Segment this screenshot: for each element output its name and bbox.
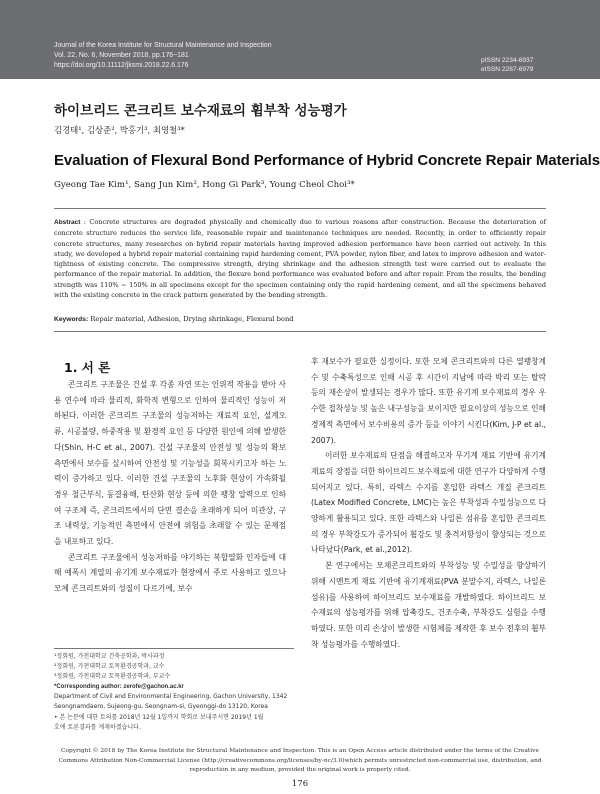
- section-heading-introduction: 1. 서 론: [64, 360, 111, 375]
- abstract-separator: :: [80, 218, 90, 226]
- journal-volume: Vol. 22, No. 6, November 2018, pp.176~181: [54, 52, 189, 59]
- footnote-address-1: Department of Civil and Environmental Engineering, Gachon University, 1342: [54, 693, 288, 701]
- page-number: 176: [291, 779, 309, 789]
- paragraph: 본 연구에서는 모체콘크리트와의 부착성능 및 수밀성을 향상하기 위해 시멘트계 재료 기반에 유기계재료(PVA 분말수지, 라텍스, 나일론 섬유)를 사용하여 하이브리드 보수재료를 개발하였다. 하이브리드 보수재료의 성능평가를 위해 압축강도, 건조수축, 부착강도 실험을 수행하였다. 또한 미리 손상이 발생한 시험체를 제작한 후 보수 전후의 휨부착 성능평가를 수행하였다.: [311, 561, 546, 649]
- paragraph: 후 재보수가 필요한 실정이다. 또한 모체 콘크리트와의 다른 열팽창계수 및 수축특성으로 인해 시공 후 시간이 지남에 따라 박리 또는 탈락 등의 재손상이 발생되는 경우가 많다. 또한 유기계 보수재료의 경우 우수한 접착성능 및 높은 내구성능을 보이지만 필요이상의 성능으로 인해 경제적 측면에서 보수비용의 증가 등을 이야기 시킨다(Kim, J-P et al., 2007).: [311, 357, 546, 445]
- footnote-affiliation-3: ³정회원, 가천대학교 토목환경공학과, 부교수: [54, 673, 171, 681]
- footnote-affiliation-1: ¹정회원, 가천대학교 건축공학과, 박사과정: [54, 653, 165, 660]
- copyright-notice: Copyright © 2018 by The Korea Institute for Structural Maintenance and Inspection. This is an Open Access article distributed under the terms of the Creative Commons Attribution Non-Commercial License (http://creativecommons.org/licenses/by-nc/3.0)which permits unrestricted non-commercial use, distribution, and reproduction in any medium, provided the original work is properly cited.: [58, 748, 542, 774]
- footnotes: [54, 652, 294, 733]
- journal-name: Journal of the Korea Institute for Structural Maintenance and Inspection: [54, 42, 272, 49]
- paper-title-english: Evaluation of Flexural Bond Performance of Hybrid Concrete Repair Materials: [54, 152, 600, 169]
- authors-korean: 김경태¹, 김상준², 박홍기³, 최영철³*: [54, 125, 185, 135]
- divider-bottom: [54, 331, 546, 332]
- journal-doi[interactable]: https://doi.org/10.11112/jksmi.2018.22.6.176: [54, 62, 189, 69]
- journal-info: [54, 41, 272, 71]
- body-column-left: [54, 377, 286, 597]
- pissn: pISSN 2234-6937: [481, 57, 534, 64]
- footnote-divider: [54, 648, 294, 649]
- footnote-discussion-1: • 본 논문에 대한 토의를 2018년 12월 1일까지 학회로 보내주시면 2019년 1월: [54, 713, 264, 721]
- paper-title-korean: 하이브리드 콘크리트 보수재료의 휨부착 성능평가: [54, 103, 347, 119]
- abstract-text: Concrete structures are degraded physically and chemically due to various reasons after construction. Because the deterioration of concrete structure reduces the service life, reasonable repair and maintenance techniques are needed. Recently, in order to efficiently repair concrete structures, many researches on hybrid repair materials having improved adhesion performance have been carried out actively. In this study, we developed a hybrid repair material containing rapid hardening cement, PVA powder, nylon fiber, and latex to improve adhesion and water-tightness of existing concrete. The compressive strength, drying shrinkage and the adhesion strength test were carried out to evaluate the performance of the repair material. In addition, the flexure bond performance was evaluated before and after repair. From the results, the bending strength was 110% ~ 150% in all specimens except for the specimen containing only the rapid hardening cement, and all the specimens behaved with the existing concrete in the crack pattern generated by the bending strength.: [54, 218, 546, 300]
- eissn: eISSN 2287-6979: [481, 66, 534, 73]
- body-column-right: [311, 354, 546, 652]
- keywords-text: Repair material, Adhesion, Drying shrinkage, Flexural bond: [90, 315, 294, 323]
- keywords: [54, 315, 546, 323]
- footnote-address-2: Seongnamdaero, Sujeong-gu, Seongnam-si, Gyeonggi-do 13120, Korea: [54, 703, 268, 711]
- divider-top: [54, 208, 546, 209]
- corresponding-author[interactable]: *Corresponding author: zerofe@gachon.ac.kr: [54, 684, 184, 691]
- issn-block: [481, 56, 533, 74]
- abstract-label: Abstract: [54, 219, 81, 226]
- paragraph: 콘크리트 구조물은 건설 후 각종 자연 또는 인위적 작용을 받아 사용 연수에 따라 물리적, 화학적 변형으로 인하여 물리적인 성능이 저하된다. 이러한 콘크리트 구조물의 성능저하는 재료적 요인, 설계오류, 시공불량, 하중작용 및 환경적 요인 등 다양한 원인에 의해 발생한다(Shin, H-C et al., 2007). 건설 구조물의 안전성 및 성능의 확보 측면에서 보수를 실시하여 안전성 및 기능성을 회복시키고자 하는 노력이 증가하고 있다. 이러한 건설 구조물의 노후화 현상이 가속화될 경우 철근부식, 동결융해, 탄산화 현상 등에 의한 팽창 압력으로 인하여 구조체 즉, 콘크리트에서의 단면 결손을 초래하게 되어 미관상, 구조 내력상, 기능적인 측면에서 안전에 위험을 초래할 수 있는 문제점을 내포하고 있다.: [54, 380, 286, 547]
- keywords-label: Keywords:: [54, 316, 89, 323]
- authors-english: Gyeong Tae Kim¹, Sang Jun Kim², Hong Gi Park³, Young Cheol Choi³*: [54, 180, 355, 190]
- paragraph: 이러한 보수재료의 단점을 해결하고자 무기계 재료 기반에 유기계 재료의 장점을 더한 하이브리드 보수재료에 대한 연구가 다양하게 수행되어지고 있다. 특히, 라텍스 수지를 혼입한 라텍스 개질 콘크리트(Latex Modified Concrete, LMC)는 높은 부착성과 수밀성능으로 다양하게 활용되고 있다. 또한 라텍스와 나일론 섬유를 혼입한 콘크리트의 경우 부착강도가 증가되어 휨강도 및 충격저항성이 향상되는 것으로 나타났다(Park, et al.,2012).: [311, 451, 546, 555]
- paragraph: 콘크리트 구조물에서 성능저하를 야기하는 복합열화 인자들에 대해 예폭시 계열의 유기계 보수재료가 현장에서 주로 사용하고 있으나 모체 콘크리트와의 성질이 다르기에, 보수: [54, 552, 286, 594]
- footnote-discussion-2: 호에 토론결과를 게재하겠습니다.: [54, 723, 141, 731]
- journal-header-band: [0, 0, 600, 79]
- footnote-affiliation-2: ²정회원, 가천대학교 토목환경공학과, 교수: [54, 663, 165, 671]
- abstract: [54, 217, 546, 300]
